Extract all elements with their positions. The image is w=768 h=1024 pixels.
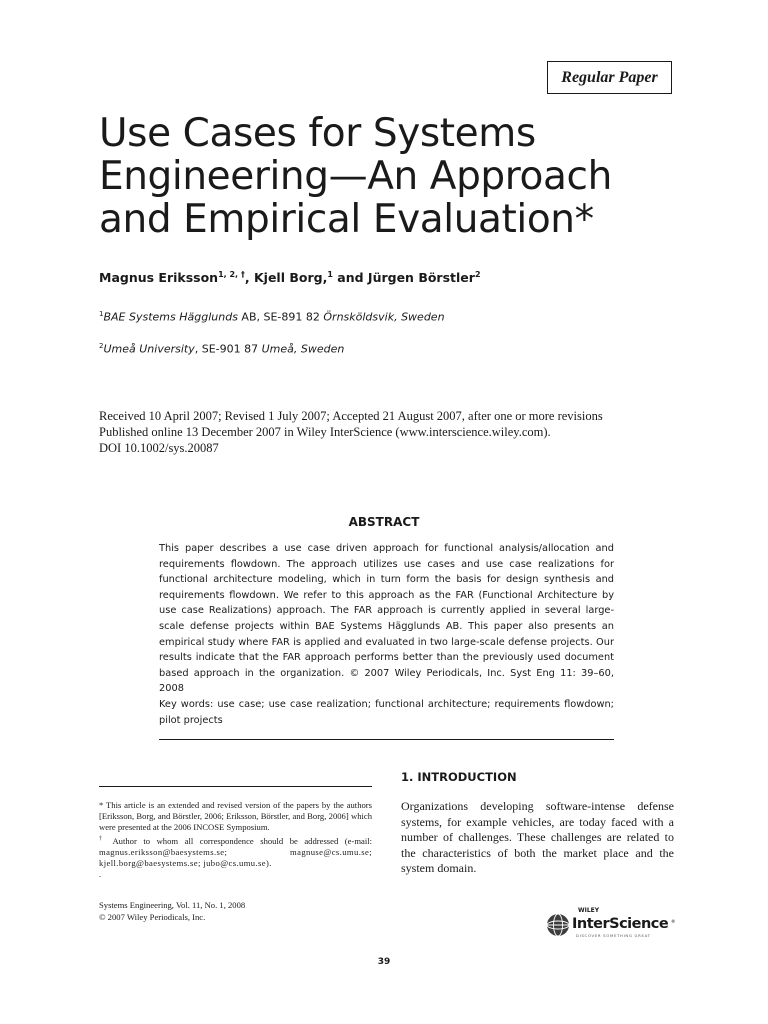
paper-type-label: Regular Paper [547, 61, 672, 94]
affiliation-mark: 2 [99, 342, 104, 350]
footnotes [99, 800, 372, 880]
paper-title [99, 112, 719, 241]
footnote-dagger: Author to whom all correspondence should be addressed (e-mail: [106, 835, 372, 846]
author-affiliation-marks: 1 [327, 270, 333, 279]
title-line-2: Engineering—An Approach [99, 154, 612, 199]
received-dates: Received 10 April 2007; Revised 1 July 2007; Accepted 21 August 2007, after one or more revisions [99, 409, 603, 423]
globe-icon [547, 914, 569, 936]
section-heading: 1. INTRODUCTION [401, 770, 517, 784]
author-affiliation-marks: 2 [474, 270, 481, 279]
footnote-star: * This article is an extended and revised version of the papers by the authors [Eriksson, Borg, and Börstler, 2006; Eriksson, Börstler, and Borg, 2006] which were presented at the 2006 INCOSE Symposium. [99, 800, 372, 833]
abstract-body: This paper describes a use case driven approach for functional analysis/allocation and requirements flowdown. The approach utilizes use cases and use case realizations for functional architecture modeling, which in turn form the basis for design synthesis and requirements flowdown. We refer to this approach as the FAR (Functional Architecture by use case Realizations) approach. The FAR approach is currently applied in several large-scale defense projects within BAE Systems Hägglunds AB. This paper also presents an empirical study where FAR is applied and evaluated in two large-scale defense projects. Our results indicate that the FAR approach performs better than the previously used document based approach in the organization. © 2007 Wiley Periodicals, Inc. Syst Eng 11: 39–60, 2008 [159, 543, 614, 695]
author-name: Jürgen Börstler [367, 270, 475, 286]
author-name: Kjell Borg, [253, 270, 328, 286]
affiliation-address: , SE-901 87 [194, 342, 262, 356]
journal-copyright: © 2007 Wiley Periodicals, Inc. [99, 912, 206, 922]
affiliation-location: Umeå, Sweden [261, 342, 345, 356]
published-online: Published online 13 December 2007 in Wiley InterScience (www.interscience.wiley.com). [99, 425, 551, 439]
author-name: Magnus Eriksson [99, 270, 219, 286]
wiley-interscience-logo [546, 904, 676, 940]
title-line-3: and Empirical Evaluation* [99, 197, 594, 242]
footnote-emails: magnus.eriksson@baesystems.se; magnuse@cs.umu.se; kjell.borg@baesystems.se; jubo@cs.umu.se). [99, 846, 372, 868]
title-line-1: Use Cases for Systems [99, 111, 536, 156]
keywords: Key words: use case; use case realization; functional architecture; requirements flowdown; pilot projects [159, 699, 614, 726]
section-body: Organizations developing software-intense defense systems, for example vehicles, are today faced with a number of challenges. These challenges are related to the characteristics of both the market place and the system domain. [401, 799, 674, 876]
affiliation [99, 310, 445, 324]
doi: DOI 10.1002/sys.20087 [99, 441, 219, 455]
footnote-dagger-mark: † [99, 835, 107, 842]
affiliation-mark: 1 [99, 310, 104, 318]
logo-brand: InterScience [572, 916, 669, 932]
logo-registered: ® [671, 920, 676, 925]
author-separator: and [332, 270, 368, 286]
logo-wiley: WILEY [578, 907, 600, 914]
affiliation-org: BAE Systems Hägglunds [103, 310, 238, 324]
affiliation [99, 342, 344, 356]
affiliation-address: AB, SE-891 82 [237, 310, 324, 324]
journal-citation: Systems Engineering, Vol. 11, No. 1, 2008 [99, 900, 246, 910]
abstract-divider [159, 739, 614, 740]
footnote-trailing: . [99, 869, 102, 880]
author-affiliation-marks: 1, 2, † [218, 270, 245, 279]
footnote-divider [99, 786, 372, 787]
logo-tagline: DISCOVER SOMETHING GREAT [576, 933, 651, 938]
affiliation-location: Örnsköldsvik, Sweden [323, 310, 445, 324]
abstract-heading: ABSTRACT [348, 515, 420, 529]
page-number: 39 [377, 957, 391, 967]
affiliation-org: Umeå University [103, 342, 195, 356]
author-separator: , [244, 270, 254, 286]
author-list [99, 270, 481, 285]
